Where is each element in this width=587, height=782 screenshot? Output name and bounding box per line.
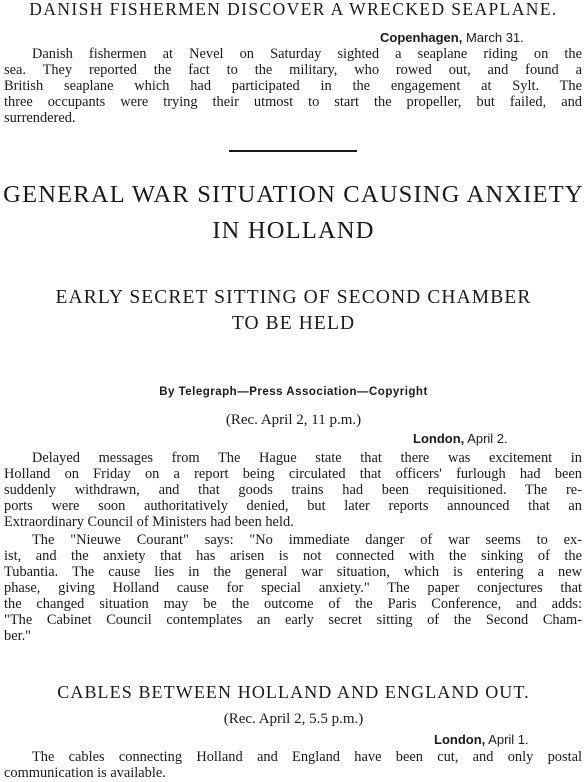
dateline-place: London,: [434, 732, 486, 747]
dateline-date: March 31.: [465, 30, 524, 45]
article1-line: sea. They reported the fact to the military, who rowed out, and found a: [4, 63, 582, 78]
article2-line: ist, and the anxiety that has arisen is not connected with the sinking of the: [4, 549, 582, 564]
article1-line: three occupants were trying their utmost to start the propeller, but failed, and: [4, 95, 582, 110]
article2-received: (Rec. April 2, 11 p.m.): [225, 412, 362, 428]
article3-headline: CABLES BETWEEN HOLLAND AND ENGLAND OUT.: [57, 682, 530, 702]
article3-line: communication is available.: [4, 766, 166, 781]
dateline-date: April 2.: [467, 431, 508, 446]
article2-line: Tubantia. The cause lies in the general war situation, which is entering a new: [4, 565, 582, 580]
dateline-place: Copenhagen,: [380, 30, 463, 45]
article2-line: Holland on Friday on a report being circulated that officers' furlough had been: [4, 467, 582, 482]
article1-headline: DANISH FISHERMEN DISCOVER A WRECKED SEAPLANE.: [29, 0, 558, 19]
article2-line: ber.": [4, 629, 32, 644]
article3-dateline: [434, 732, 529, 747]
article1-dateline: [380, 30, 524, 45]
article2-line: suddenly withdrawn, and that goods trains had been requisitioned. The re-: [4, 483, 582, 498]
article2-byline: By Telegraph—Press Association—Copyright: [159, 386, 428, 398]
article3-line: The cables connecting Holland and England have been cut, and only postal: [32, 750, 582, 765]
article2-line: phase, giving Holland cause for special anxiety." The paper conjectures that: [4, 581, 582, 596]
article2-line: Extraordinary Council of Ministers had been held.: [4, 515, 294, 530]
dateline-date: April 1.: [488, 732, 529, 747]
article3-received: (Rec. April 2, 5.5 p.m.): [223, 711, 364, 727]
dateline-place: London,: [413, 431, 465, 446]
article1-line: Danish fishermen at Nevel on Saturday sighted a seaplane riding on the: [32, 47, 582, 62]
article2-headline-line1: GENERAL WAR SITUATION CAUSING ANXIETY: [3, 181, 584, 208]
article1-line: British seaplane which had participated in the engagement at Sylt. The: [4, 79, 582, 94]
article2-headline-line2: IN HOLLAND: [212, 217, 375, 244]
article2-line: Delayed messages from The Hague state that there was excitement in: [32, 451, 582, 466]
article2-subhead-line1: EARLY SECRET SITTING OF SECOND CHAMBER: [55, 287, 532, 308]
section-divider: [229, 150, 357, 152]
article2-line: the changed situation may be the outcome of the Paris Conference, and adds:: [4, 597, 582, 612]
article2-line: "The Cabinet Council contemplates an early secret sitting of the Second Cham-: [4, 613, 582, 628]
article2-dateline: [413, 431, 508, 446]
article2-line: The "Nieuwe Courant" says: "No immediate danger of war seems to ex-: [32, 533, 582, 548]
article1-line: surrendered.: [4, 111, 76, 126]
article2-subhead-line2: TO BE HELD: [231, 313, 356, 334]
article2-line: ports were soon authoritatively denied, but later reports announced that an: [4, 499, 582, 514]
